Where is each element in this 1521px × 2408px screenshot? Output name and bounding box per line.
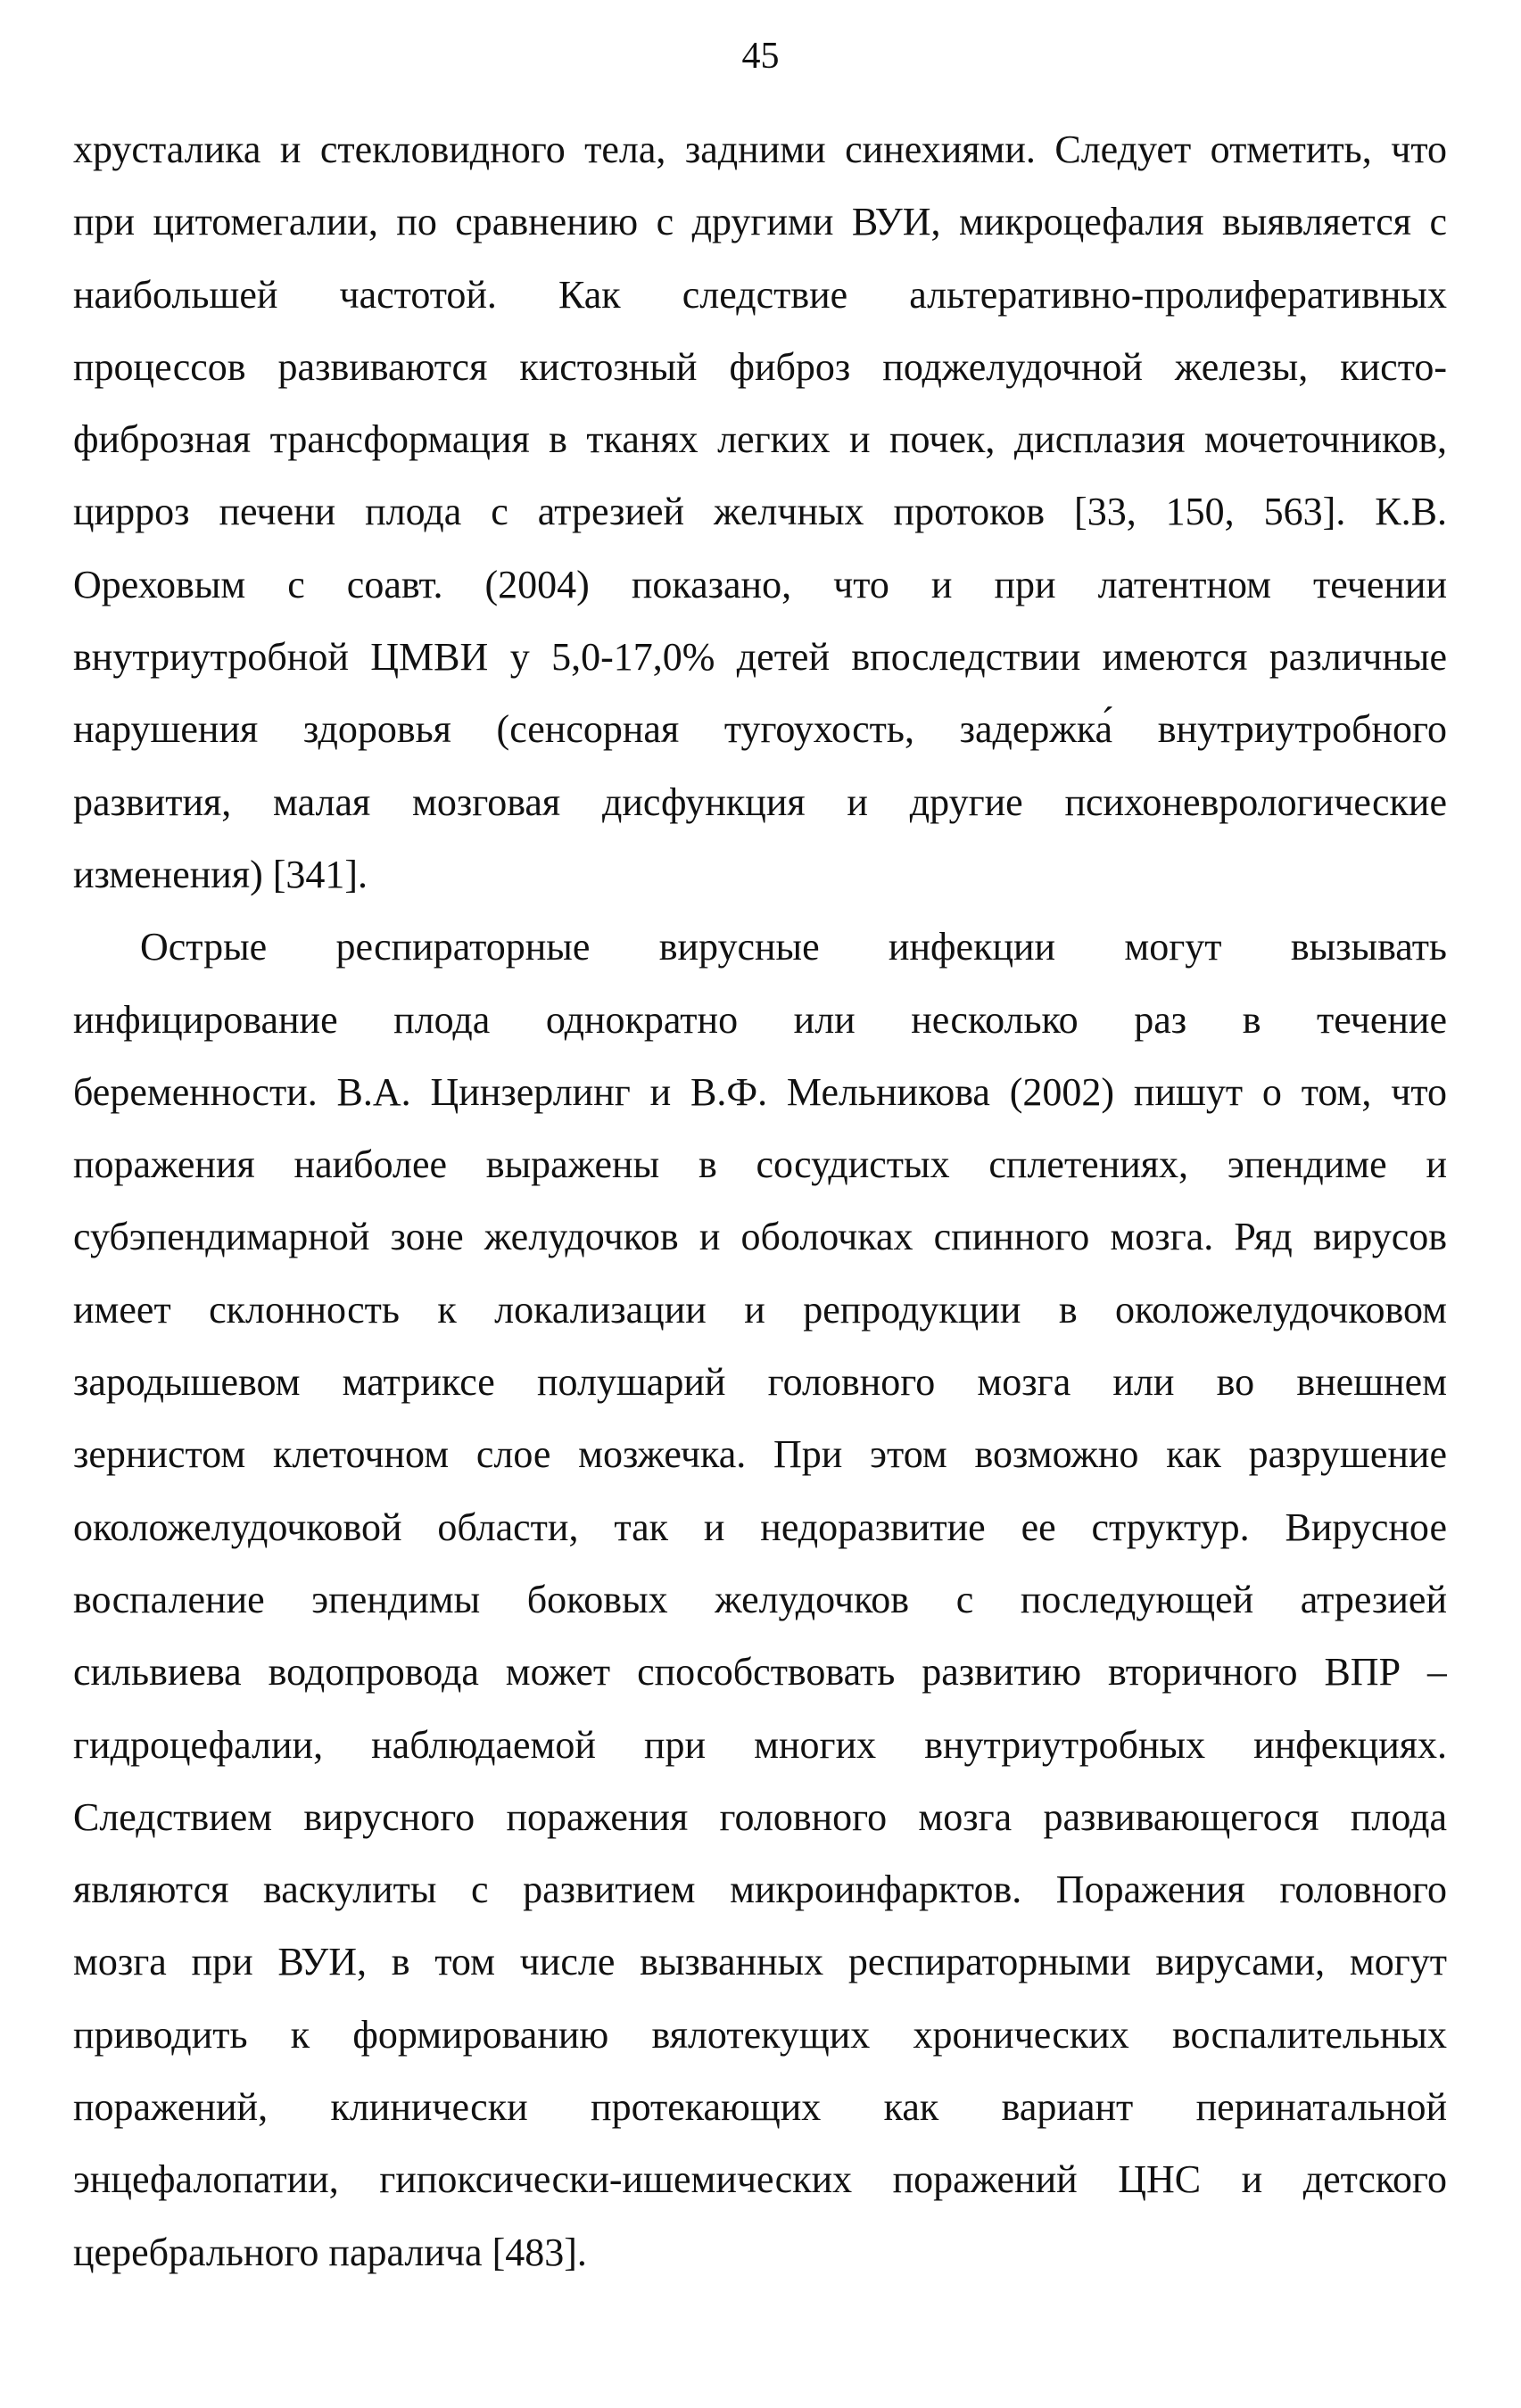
text-line: Следствием вирусного поражения головного мозга развивающегося плода — [73, 1794, 1447, 1839]
text-line: мозга при ВУИ, в том числе вызванных респираторными вирусами, могут — [73, 1940, 1447, 1984]
text-line: Ореховым с соавт. (2004) показано, что и при латентном течении — [73, 562, 1447, 606]
body-text — [73, 113, 1447, 2288]
text-line: хрусталика и стекловидного тела, задними синехиями. Следует отметить, что — [73, 128, 1447, 171]
text-line: развития, малая мозговая дисфункция и другие психоневрологические — [73, 779, 1447, 824]
text-line: наибольшей частотой. Как следствие альтеративно-пролиферативных — [73, 272, 1447, 317]
text-line: околожелудочковой области, так и недоразвитие ее структур. Вирусное — [73, 1505, 1447, 1549]
paragraph-end-line: церебрального паралича [483]. — [73, 2230, 587, 2274]
text-line: беременности. В.А. Цинзерлинг и В.Ф. Мельникова (2002) пишут о том, что — [73, 1069, 1447, 1114]
paragraph-first-line: Острые респираторные вирусные инфекции могут вызывать — [140, 925, 1447, 969]
page-number: 45 — [741, 36, 780, 77]
text-line: инфицирование плода однократно или несколько раз в течение — [73, 997, 1447, 1042]
text-line: приводить к формированию вялотекущих хронических воспалительных — [73, 2012, 1447, 2057]
text-line: зародышевом матриксе полушарий головного мозга или во внешнем — [73, 1360, 1447, 1405]
text-line: субэпендимарной зоне желудочков и оболочках спинного мозга. Ряд вирусов — [73, 1215, 1447, 1259]
text-line: фиброзная трансформация в тканях легких и почек, дисплазия мочеточников, — [73, 417, 1447, 462]
text-line: внутриутробной ЦМВИ у 5,0-17,0% детей впоследствии имеются различные — [73, 635, 1447, 680]
text-line: цирроз печени плода с атрезией желчных протоков [33, 150, 563]. К.В. — [73, 490, 1447, 534]
text-line: поражения наиболее выражены в сосудистых сплетениях, эпендиме и — [73, 1142, 1447, 1187]
text-line: энцефалопатии, гипоксически-ишемических поражений ЦНС и детского — [73, 2157, 1447, 2202]
text-line: являются васкулиты с развитием микроинфарктов. Поражения головного — [73, 1868, 1447, 1912]
text-line: воспаление эпендимы боковых желудочков с последующей атрезией — [73, 1577, 1447, 1621]
text-line: поражений, клинически протекающих как вариант перинатальной — [73, 2085, 1447, 2130]
text-line: сильвиева водопровода может способствовать развитию вторичного ВПР – — [73, 1650, 1447, 1695]
text-line: процессов развиваются кистозный фиброз поджелудочной железы, кисто- — [73, 344, 1447, 389]
text-line: нарушения здоровья (сенсорная тугоухость, задержка́ внутриутробного — [73, 707, 1447, 752]
text-line: гидроцефалии, наблюдаемой при многих внутриутробных инфекциях. — [73, 1722, 1447, 1767]
text-line: имеет склонность к локализации и репродукции в околожелудочковом — [73, 1287, 1447, 1332]
text-line: зернистом клеточном слое мозжечка. При этом возможно как разрушение — [73, 1432, 1447, 1477]
text-line: при цитомегалии, по сравнению с другими ВУИ, микроцефалия выявляется с — [73, 200, 1447, 244]
paragraph-end-line: изменения) [341]. — [73, 852, 368, 896]
